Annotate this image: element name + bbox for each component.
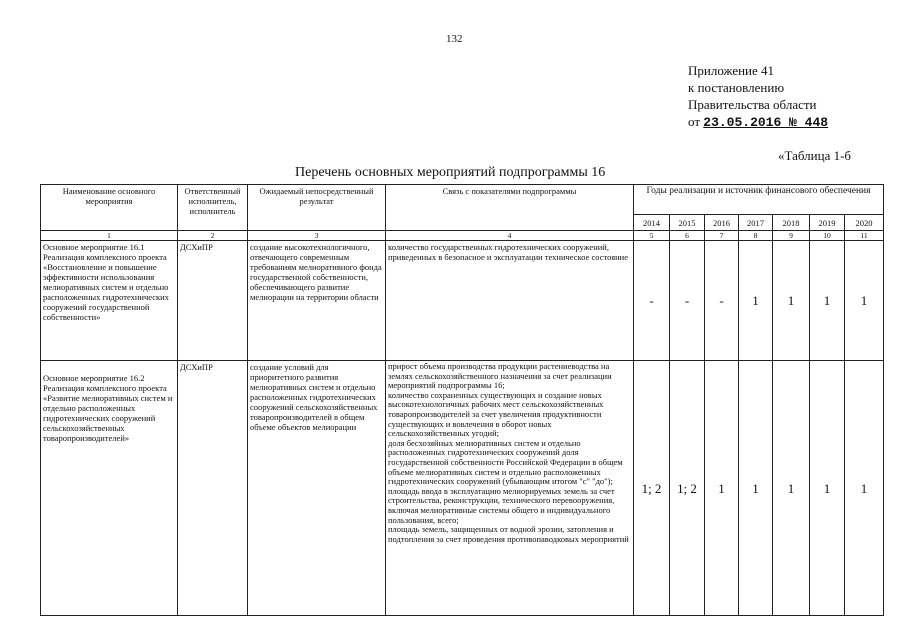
header-year: 2020	[845, 215, 884, 231]
row-value: 1	[845, 361, 884, 616]
link-item: прирост объема производства продукции растениеводства на землях сельскохозяйственного назначения за счет реализации мероприятий подпрограммы 16;	[388, 361, 612, 391]
page-number: 132	[446, 33, 463, 45]
appendix-line-1: Приложение 41	[688, 63, 775, 78]
column-number: 9	[773, 231, 810, 241]
row-value: 1	[810, 241, 845, 361]
date-stamp: 23.05.2016 № 448	[703, 115, 829, 130]
row-link: количество государственных гидротехнических сооружений, приведенных в безопасное и эксплуатации техническое состояние	[386, 241, 634, 361]
row-executor: ДСХиПР	[178, 361, 248, 616]
row-value: -	[705, 241, 739, 361]
row-value: 1	[845, 241, 884, 361]
date-prefix: от	[688, 114, 701, 129]
column-number: 10	[810, 231, 845, 241]
row-value: 1	[739, 361, 773, 616]
row-value: 1; 2	[670, 361, 705, 616]
row-value: 1	[739, 241, 773, 361]
header-year: 2014	[634, 215, 670, 231]
column-number: 8	[739, 231, 773, 241]
column-number: 2	[178, 231, 248, 241]
row-value: -	[670, 241, 705, 361]
appendix-line-2: к постановлению	[688, 80, 785, 95]
row-value: 1	[705, 361, 739, 616]
row-value: 1	[773, 241, 810, 361]
link-item: площадь земель, защищенных от водной эрозии, затопления и подтопления за счет проведения противопаводковых мероприятий	[388, 524, 629, 544]
header-year: 2019	[810, 215, 845, 231]
row-value: 1; 2	[634, 361, 670, 616]
table-label: «Таблица 1-б	[778, 148, 852, 163]
header-year: 2015	[670, 215, 705, 231]
row-value: 1	[810, 361, 845, 616]
column-number: 1	[41, 231, 178, 241]
link-item: доля бесхозяйных мелиоративных систем и отдельно расположенных гидротехнических сооружений доля государственной собственности Российской Федерации в общем объеме мелиоративных систем и отдельно расположенных гидротехнических сооружений (убывающим итогом "с" "до");	[388, 437, 623, 487]
table-row	[41, 241, 884, 361]
row-name: Основное мероприятие 16.2 Реализация комплексного проекта «Развитие мелиоративных систем и отдельно расположенных гидротехнических сооружений сельскохозяйственных товаропроизводителей»	[41, 361, 178, 616]
column-number: 3	[248, 231, 386, 241]
link-item: количество сохраненных существующих и создание новых высокотехнологичных рабочих мест сельскохозяйственных товаропроизводителей за счет увеличения продуктивности существующих и вовлечения в оборот новых сельскохозяйственных угодий;	[388, 389, 604, 439]
header-years-group: Годы реализации и источник финансового обеспечения	[634, 185, 884, 215]
column-number: 11	[845, 231, 884, 241]
row-result: создание высокотехнологичного, отвечающего современным требованиям мелиоративного фонда государственной собственности, обеспечивающего развитие мелиорации на территории области	[248, 241, 386, 361]
header-result: Ожидаемый непосредственный результат	[248, 185, 386, 231]
row-name: Основное мероприятие 16.1 Реализация комплексного проекта «Восстановление и повышение эффективности использования мелиоративных систем и отдельно расположенных гидротехнических сооружений государственной собственности»	[41, 241, 178, 361]
header-name: Наименование основного мероприятия	[41, 185, 178, 231]
table-row	[41, 361, 884, 616]
header-year: 2016	[705, 215, 739, 231]
measures-table	[40, 184, 884, 616]
row-value: -	[634, 241, 670, 361]
header-link: Связь с показателями подпрограммы	[386, 185, 634, 231]
column-number: 4	[386, 231, 634, 241]
row-link	[386, 361, 634, 616]
column-number: 7	[705, 231, 739, 241]
row-value: 1	[773, 361, 810, 616]
document-title: Перечень основных мероприятий подпрограммы 16	[295, 165, 606, 180]
header-year: 2018	[773, 215, 810, 231]
header-year: 2017	[739, 215, 773, 231]
row-result: создание условий для приоритетного развития мелиоративных систем и отдельно расположенных гидротехнических сооружений сельскохозяйственных товаропроизводителей в общем объеме объектов мелиорации	[248, 361, 386, 616]
appendix-line-3: Правительства области	[688, 97, 817, 112]
link-item: площадь ввода в эксплуатацию мелиорируемых земель за счет строительства, реконструкции, технического перевооружения, включая мелиоративные системы общего и индивидуального пользования, всего;	[388, 485, 615, 525]
column-number: 6	[670, 231, 705, 241]
row-executor: ДСХиПР	[178, 241, 248, 361]
column-number: 5	[634, 231, 670, 241]
appendix-date-line	[688, 113, 828, 131]
appendix-block	[688, 62, 828, 131]
header-executor: Ответственный исполнитель, исполнитель	[178, 185, 248, 231]
